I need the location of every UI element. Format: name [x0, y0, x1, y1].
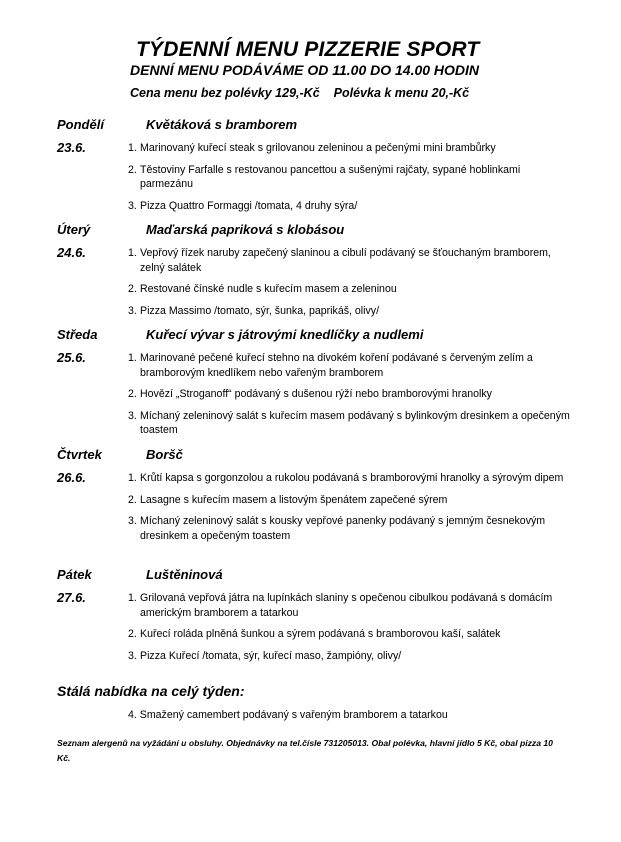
day-date: 24.6. — [57, 245, 86, 260]
day-name: Pondělí — [57, 117, 104, 132]
dish-number: 1. — [128, 592, 137, 604]
day-soup: Luštěninová — [146, 567, 223, 582]
menu-title: TÝDENNÍ MENU PIZZERIE SPORT — [136, 38, 480, 61]
dish-text: Kuřecí roláda plněná šunkou a sýrem podávaná s bramborovou kaší, salátek — [140, 628, 501, 640]
dish-text: Pizza Kuřecí /tomata, sýr, kuřecí maso, žampióny, olivy/ — [140, 649, 402, 662]
dish-item — [128, 591, 573, 620]
dish-list — [128, 141, 573, 220]
dish-number: 2. — [128, 628, 137, 640]
dish-number: 1. — [128, 472, 137, 484]
dish-number: 1. — [128, 142, 137, 154]
dish-number: 2. — [128, 283, 137, 295]
dish-item — [128, 514, 573, 543]
dish-number: 2. — [128, 163, 137, 176]
dish-item — [128, 282, 573, 297]
dish-list — [128, 471, 573, 550]
dish-item — [128, 627, 573, 642]
day-name: Středa — [57, 327, 98, 342]
dish-number: 2. — [128, 388, 137, 400]
day-soup: Kuřecí vývar s játrovými knedlíčky a nudlemi — [146, 327, 424, 342]
serving-hours: DENNÍ MENU PODÁVÁME OD 11.00 DO 14.00 HODIN — [130, 62, 480, 78]
dish-number: 1. — [128, 352, 137, 364]
dish-item — [128, 141, 573, 156]
dish-number: 1. — [128, 247, 137, 259]
dish-item — [128, 471, 573, 486]
dish-list — [128, 591, 573, 670]
dish-number: 3. — [128, 409, 137, 422]
dish-number: 3. — [128, 304, 137, 317]
dish-text: Grilovaná vepřová játra na lupínkách slaniny s opečenou cibulkou podávaná s domácím americkým bramborem a tatarkou — [140, 592, 553, 619]
day-soup: Květáková s bramborem — [146, 117, 298, 132]
day-date: 23.6. — [57, 140, 86, 155]
dish-item — [128, 409, 573, 438]
dish-number: 3. — [128, 515, 137, 527]
day-name: Čtvrtek — [57, 447, 102, 462]
dish-text: Pizza Massimo /tomato, sýr, šunka, paprikáš, olivy/ — [140, 304, 380, 317]
dish-text: Míchaný zeleninový salát s kousky vepřové panenky podávaný s jemným česnekovým dresinkem a opečeným toastem — [140, 515, 546, 542]
day-name: Pátek — [57, 567, 92, 582]
day-date: 26.6. — [57, 470, 86, 485]
dish-text: Hovězí „Stroganoff“ podávaný s dušenou rýží nebo bramborovými hranolky — [140, 388, 492, 400]
day-date: 27.6. — [57, 590, 86, 605]
dish-text: Pizza Quattro Formaggi /tomata, 4 druhy sýra/ — [140, 199, 358, 212]
dish-text: Lasagne s kuřecím masem a listovým špenátem zapečené sýrem — [140, 493, 448, 506]
menu-price: Cena menu bez polévky 129,-Kč — [130, 86, 320, 100]
dish-text: Marinovaný kuřecí steak s grilovanou zeleninou a pečenými mini brambůrky — [140, 142, 496, 154]
dish-item — [128, 246, 573, 275]
dish-list — [128, 246, 573, 325]
dish-item — [128, 304, 573, 319]
dish-number: 3. — [128, 649, 137, 662]
dish-text: Těstoviny Farfalle s restovanou pancettou a sušenými rajčaty, sypané hoblinkami parmezánu — [140, 163, 521, 190]
dish-list — [128, 351, 573, 445]
dish-text: Restované čínské nudle s kuřecím masem a zeleninou — [140, 283, 397, 295]
permanent-offer-item: 4. Smažený camembert podávaný s vařeným bramborem a tatarkou — [128, 709, 448, 721]
dish-text: Marinované pečené kuřecí stehno na divokém koření podávané s červeným zelím a bramborovým knedlíkem nebo vařeným bramborem — [140, 352, 533, 379]
dish-number: 2. — [128, 493, 137, 506]
day-name: Úterý — [57, 222, 91, 237]
dish-item — [128, 649, 573, 664]
dish-item — [128, 351, 573, 380]
day-soup: Maďarská papriková s klobásou — [146, 222, 345, 237]
dish-item — [128, 163, 573, 192]
footer-note: Seznam alergenů na vyžádání u obsluhy. Objednávky na tel.čísle 731205013. Obal polévka, hlavní jídlo 5 Kč, obal pizza 10 Kč. — [57, 738, 553, 763]
day-soup: Boršč — [146, 447, 183, 462]
dish-item — [128, 493, 573, 508]
permanent-offer-heading: Stálá nabídka na celý týden: — [57, 683, 245, 699]
dish-text: Krůtí kapsa s gorgonzolou a rukolou podávaná s bramborovými hranolky a sýrovým dipem — [140, 472, 564, 484]
dish-item — [128, 387, 573, 402]
dish-item — [128, 199, 573, 214]
dish-number: 3. — [128, 199, 137, 212]
price-line — [130, 86, 469, 100]
soup-price: Polévka k menu 20,-Kč — [333, 86, 470, 100]
dish-text: Vepřový řízek naruby zapečený slaninou a cibulí podávaný se šťouchaným bramborem, zelný salátek — [140, 247, 551, 274]
day-date: 25.6. — [57, 350, 86, 365]
dish-text: Míchaný zeleninový salát s kuřecím masem podávaný s bylinkovým dresinkem a opečeným toastem — [140, 409, 570, 436]
